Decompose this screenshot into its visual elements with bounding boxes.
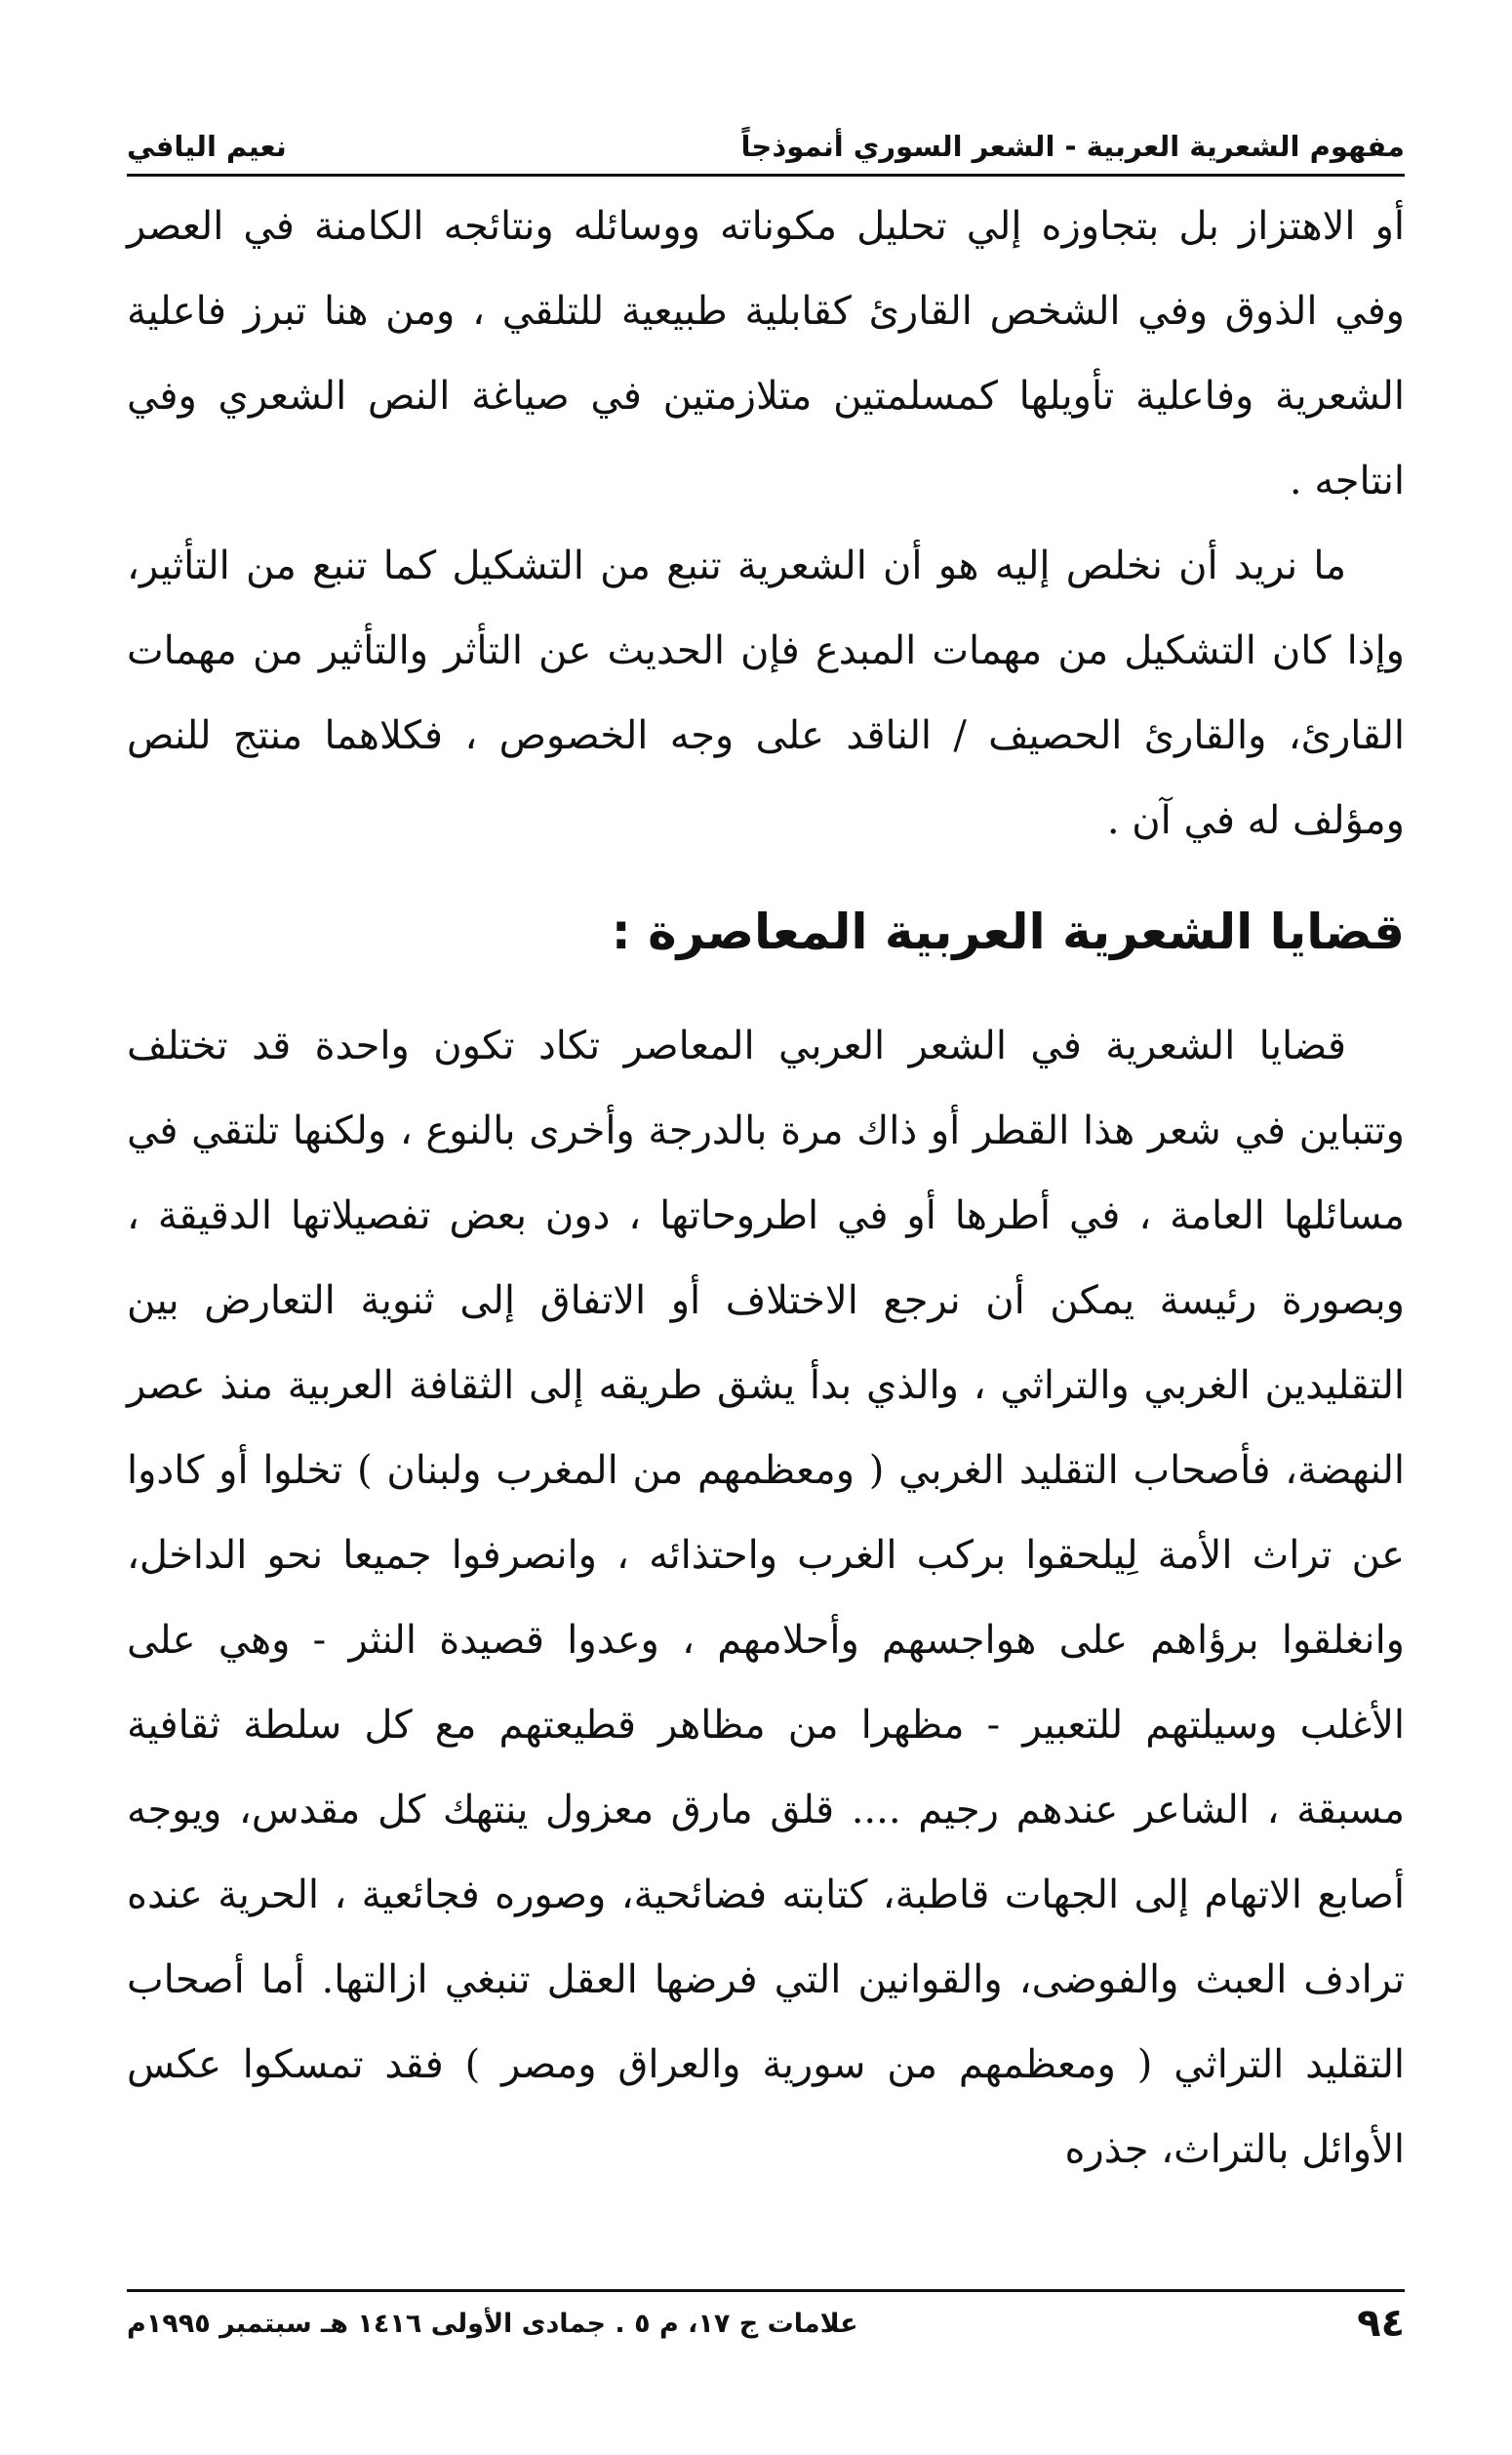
header-rule — [127, 174, 1405, 177]
section-paragraph: قضايا الشعرية في الشعر العربي المعاصر تكاد تكون واحدة قد تختلف وتتباين في شعر هذا القطر أو ذاك مرة بالدرجة وأخرى بالنوع ، ولكنها تلتقي في مسائلها العامة ، في أطرها أو في اطروحاتها ، دون بعض تفصيلاتها الدقيقة ، وبصورة رئيسة يمكن أن نرجع الاختلاف أو الاتفاق إلى ثنوية التعارض بين التقليدين الغربي والتراثي ، والذي بدأ يشق طريقه إلى الثقافة العربية منذ عصر النهضة، فأصحاب التقليد الغربي ( ومعظمهم من المغرب ولبنان ) تخلوا أو كادوا عن تراث الأمة لِيلحقوا بركب الغرب واحتذائه ، وانصرفوا جميعا نحو الداخل، وانغلقوا برؤاهم على هواجسهم وأحلامهم ، وعدوا قصيدة النثر - وهي على الأغلب وسيلتهم للتعبير - مظهرا من مظاهر قطيعتهم مع كل سلطة ثقافية مسبقة ، الشاعر عندهم رجيم .... قلق مارق معزول ينتهك كل مقدس، ويوجه أصابع الاتهام إلى الجهات قاطبة، كتابته فضائحية، وصوره فجائعية ، الحرية عنده ترادف العبث والفوضى، والقوانين التي فرضها العقل تنبغي ازالتها. أما أصحاب التقليد التراثي ( ومعظمهم من سورية والعراق ومصر ) فقد تمسكوا عكس الأوائل بالتراث، جذره — [127, 1024, 1405, 2172]
running-header-author: نعيم اليافي — [127, 130, 287, 164]
page-content — [127, 184, 1405, 2193]
paragraph-2: ما نريد أن نخلص إليه هو أن الشعرية تنبع من التشكيل كما تنبع من التأثير، وإذا كان التشكيل من مهمات المبدع فإن الحديث عن التأثر والتأثير من مهمات القارئ، والقارئ الحصيف / الناقد على وجه الخصوص ، فكلاهما منتج للنص ومؤلف له في آن . — [127, 543, 1405, 843]
section-heading: قضايا الشعرية العربية المعاصرة : — [611, 904, 1405, 960]
footer-rule — [127, 2289, 1405, 2292]
running-header — [127, 107, 1405, 164]
page-number: ٩٤ — [1357, 2301, 1405, 2346]
journal-info: علامات ج ١٧، م ٥ . جمادى الأولى ١٤١٦ هـ سبتمبر ١٩٩٥م — [127, 2308, 858, 2339]
paragraph-1: أو الاهتزاز بل بتجاوزه إلي تحليل مكوناته ووسائله ونتائجه الكامنة في العصر وفي الذوق وفي الشخص القارئ كقابلية طبيعية للتلقي ، ومن هنا تبرز فاعلية الشعرية وفاعلية تأويلها كمسلمتين متلازمتين في صياغة النص الشعري وفي انتاجه . — [127, 204, 1405, 503]
running-footer — [127, 2301, 1405, 2346]
running-header-title: مفهوم الشعرية العربية - الشعر السوري أنموذجاً — [740, 130, 1405, 164]
document-page — [127, 107, 1405, 2371]
